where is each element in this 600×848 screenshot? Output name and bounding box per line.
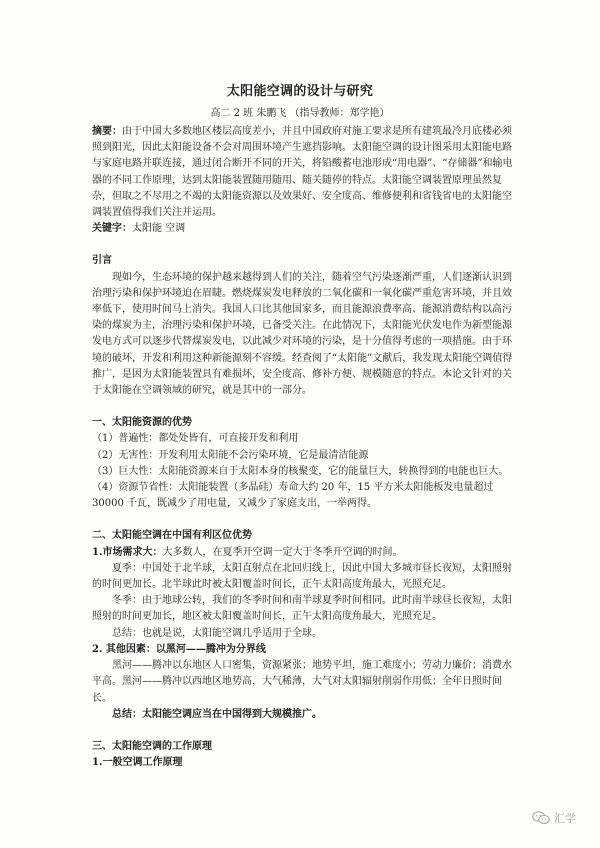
- heihe-text: 黑河——腾冲以东地区人口密集，资源紧张；地势平坦，施工难度小；劳动力廉价；消费水平高。黑河——腾冲以西地区地势高，大气稀薄，大气对太阳辐射削弱作用低；全年日照时间长。: [92, 660, 512, 704]
- market-text: 大多数人，在夏季开空调一定大于冬季开空调的时间。: [162, 546, 403, 558]
- keywords-text: 太阳能 空调: [132, 223, 186, 235]
- market-demand: [92, 545, 516, 561]
- keywords-label: 关键字：: [92, 223, 132, 235]
- section2-heading: 二、太阳能空调在中国有利区位优势: [92, 530, 252, 542]
- winter-text: 冬季：由于地球公转，我们的冬季时间和南半球夏季时间相同。此时南半球昼长夜短，太阳照射的时间更加长，地区被太阳覆盖时间长，正午太阳高度角最大，光照充足。: [92, 595, 512, 623]
- advantage-item-1: （1）普遍性：都处处皆有，可直接开发和利用: [92, 433, 299, 445]
- watermark-text: 汇学: [554, 812, 576, 825]
- advantage-item-2: （2）无害性：开发利用太阳能不会污染环境，它是最清洁能源: [92, 449, 369, 461]
- intro-heading: 引言: [92, 255, 112, 267]
- abstract-text: 由于中国大多数地区楼层高度差小，并且中国政府对施工要求是所有建筑最冷月底楼必须照到阳光，因此太阳能设备不会对周围环境产生遮挡影响。太阳能空调的设计图采用太阳能电路与家庭电路并联连接，通过闭合断开不同的开关，将铅酸蓄电池形成“用电器”、“存储器”和输电器的不同工作原理，达到太阳能装置随用随用、随关随停的特点。太阳能空调装置原理虽然复杂，但取之不尽用之不竭的太阳能资源以及效果好、安全度高、维修便利和省钱省电的太阳能空调装置值得我们关注并运用。: [92, 126, 513, 219]
- watermark: [532, 810, 576, 826]
- section3-sub1: 1.一般空调工作原理: [92, 757, 183, 769]
- summary-1: 总结：也就是说，太阳能空调几乎适用于全球。: [112, 627, 322, 639]
- market-label: 1.市场需求大：: [92, 546, 163, 558]
- keywords: [92, 221, 516, 237]
- intro-text: 现如今，生态环境的保护越来越得到人们的关注，随着空气污染逐渐严重，人们逐渐认识到治理污染和保护环境迫在眉睫。燃烧煤炭发电释放的二氧化碳和一氧化碳严重危害环境，并且效率低下，使用时间马上消失。我国人口比其他国家多，而且能源浪费率高、能源消费结构以高污染的煤炭为主，治理污染和保护环境，已备受关注。在此情况下，太阳能光伏发电作为新型能源发电方式可以逐步代替煤炭发电，以此减少对环境的污染，是十分值得考虑的一项措施。由于环境的破坏，开发和利用这种新能源刻不容缓。经查阅了“太阳能”文献后，我发现太阳能空调值得推广，是因为太阳能装置具有难损坏，安全度高、修补方便、规模随意的特点。本论文针对的关于太阳能在空调领域的研究，就是其中的一部分。: [92, 271, 513, 397]
- section3-heading: 三、太阳能空调的工作原理: [92, 740, 212, 752]
- wechat-icon: [532, 811, 550, 825]
- paper-body: [92, 124, 516, 771]
- advantage-item-3: （3）巨大性：太阳能资源来自于太阳本身的核聚变，它的能量巨大，转换得到的电能也巨大。: [92, 465, 509, 477]
- other-factors-label: 2. 其他因素：以黑河——腾冲为分界线: [92, 643, 266, 655]
- summer-text: 夏季：中国处于北半球，太阳直射点在北回归线上，因此中国大多城市昼长夜短，太阳照射的时间更加长。北半球此时被太阳覆盖时间长，正午太阳高度角最大，光照充足。: [92, 562, 512, 591]
- advantage-item-4: （4）资源节省性：太阳能装置（多晶硅）寿命大约 20 年，15 平方米太阳能板发电量超过 30000 千瓦，既减少了用电量，又减少了家庭支出，一举两得。: [92, 482, 494, 510]
- summary-2: 总结：太阳能空调应当在中国得到大规模推广。: [112, 708, 322, 720]
- section1-heading: 一、太阳能资源的优势: [92, 417, 192, 429]
- abstract-label: 摘要：: [92, 126, 122, 137]
- author-byline: 高二 2 班 朱鹏飞 （指导教师：郑学艳）: [210, 108, 390, 119]
- abstract: [92, 124, 516, 221]
- paper-title: 太阳能空调的设计与研究: [226, 84, 374, 99]
